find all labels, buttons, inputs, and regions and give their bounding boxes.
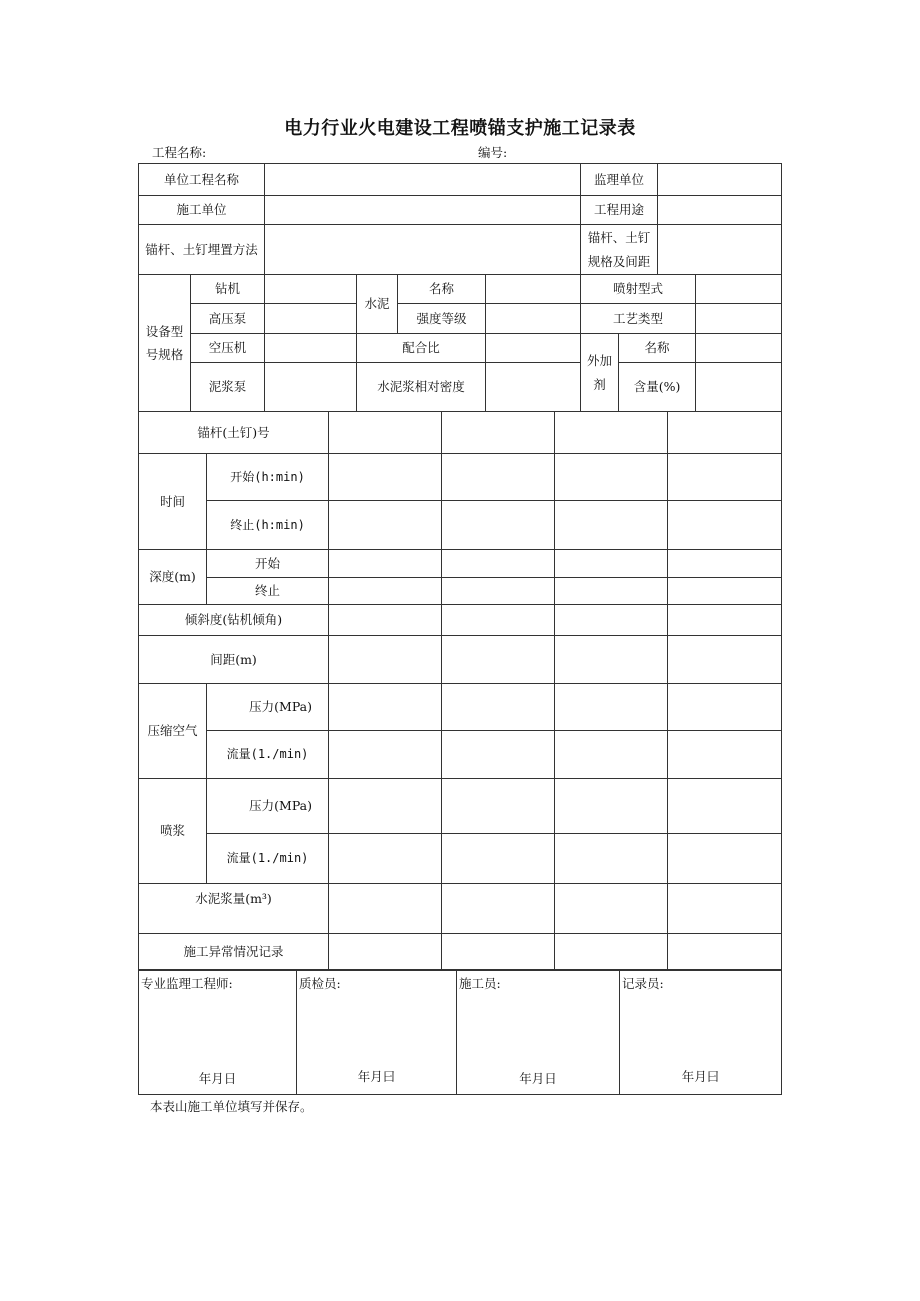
record-cell[interactable] [329, 454, 442, 501]
grout-pressure-label: 压力(MPa) [207, 779, 329, 834]
record-cell[interactable] [668, 550, 782, 578]
signature-table [138, 969, 782, 1095]
depth-label: 深度(m) [139, 550, 207, 605]
record-cell[interactable] [555, 684, 668, 731]
record-cell[interactable] [329, 636, 442, 684]
record-cell[interactable] [442, 501, 555, 550]
inspector-date: 年月曰 [357, 1068, 396, 1084]
inclination-label: 倾斜度(钻机倾角) [139, 605, 329, 636]
abnormal-record-label: 施工异常情况记录 [139, 934, 329, 971]
recorder-date: 年月曰 [681, 1068, 720, 1084]
strength-grade-label: 强度等级 [398, 304, 486, 334]
record-cell[interactable] [668, 412, 782, 454]
strength-grade-field[interactable] [486, 304, 581, 334]
supervisor-label: 专业监理工程师: [141, 976, 233, 991]
signature-cell-inspector[interactable] [297, 970, 457, 1095]
supervision-unit-label: 监理单位 [581, 164, 658, 196]
process-type-field[interactable] [696, 304, 782, 334]
record-cell[interactable] [668, 731, 782, 779]
equipment-group-label: 设备型号规格 [139, 275, 191, 412]
record-cell[interactable] [442, 779, 555, 834]
spray-type-field[interactable] [696, 275, 782, 304]
record-cell[interactable] [329, 884, 442, 934]
record-cell[interactable] [442, 884, 555, 934]
unit-project-name-field[interactable] [265, 164, 581, 196]
record-cell[interactable] [329, 412, 442, 454]
spray-type-label: 喷射型式 [581, 275, 696, 304]
anchor-spec-field[interactable] [658, 225, 782, 275]
record-cell[interactable] [442, 684, 555, 731]
record-cell[interactable] [442, 636, 555, 684]
construction-unit-field[interactable] [265, 196, 581, 225]
time-label: 时间 [139, 454, 207, 550]
record-cell[interactable] [329, 779, 442, 834]
record-cell[interactable] [329, 605, 442, 636]
record-cell[interactable] [668, 834, 782, 884]
record-cell[interactable] [442, 731, 555, 779]
record-cell[interactable] [668, 605, 782, 636]
header-info-table [138, 163, 782, 412]
supervision-unit-field[interactable] [658, 164, 782, 196]
compressed-air-label: 压缩空气 [139, 684, 207, 779]
end-time-label: 终止(h:min) [207, 501, 329, 550]
record-cell[interactable] [329, 731, 442, 779]
record-cell[interactable] [555, 834, 668, 884]
grout-volume-label: 水泥浆量(m³) [139, 884, 329, 934]
cement-name-field[interactable] [486, 275, 581, 304]
record-cell[interactable] [555, 550, 668, 578]
inspector-label: 质检员: [299, 976, 341, 991]
content-label: 含量(%) [619, 363, 696, 412]
drill-label: 钻机 [191, 275, 265, 304]
record-cell[interactable] [668, 454, 782, 501]
signature-cell-constructor[interactable] [457, 970, 620, 1095]
footnote: 本表山施工单位填写并保存。 [150, 1099, 313, 1114]
number-label: 编号: [478, 145, 508, 160]
record-cell[interactable] [555, 501, 668, 550]
record-cell[interactable] [442, 834, 555, 884]
constructor-date: 年月日 [519, 1070, 557, 1086]
spacing-label: 间距(m) [139, 636, 329, 684]
depth-start-label: 开始 [207, 550, 329, 578]
record-cell[interactable] [555, 412, 668, 454]
project-use-label: 工程用途 [581, 196, 658, 225]
slurry-density-field[interactable] [486, 363, 581, 412]
record-cell[interactable] [555, 636, 668, 684]
mud-pump-field[interactable] [265, 363, 357, 412]
air-compressor-field[interactable] [265, 334, 357, 363]
record-cell[interactable] [329, 934, 442, 971]
record-cell[interactable] [555, 578, 668, 605]
supervisor-date: 年月日 [198, 1070, 237, 1086]
record-cell[interactable] [442, 578, 555, 605]
record-cell[interactable] [668, 934, 782, 971]
record-cell[interactable] [668, 578, 782, 605]
cement-label: 水泥 [357, 275, 398, 334]
high-pressure-pump-label: 高压泵 [191, 304, 265, 334]
admixture-name-field[interactable] [696, 334, 782, 363]
record-cell[interactable] [442, 454, 555, 501]
signature-cell-recorder[interactable] [620, 970, 782, 1095]
record-cell[interactable] [442, 934, 555, 971]
recorder-label: 记录员: [622, 976, 664, 991]
record-cell[interactable] [668, 636, 782, 684]
anchor-method-label: 锚杆、土钉埋置方法 [139, 225, 265, 275]
unit-project-name-label: 单位工程名称 [139, 164, 265, 196]
record-cell[interactable] [329, 501, 442, 550]
project-use-field[interactable] [658, 196, 782, 225]
record-cell[interactable] [555, 934, 668, 971]
high-pressure-pump-field[interactable] [265, 304, 357, 334]
project-name-label: 工程名称: [152, 145, 207, 160]
record-cell[interactable] [555, 731, 668, 779]
cement-name-label: 名称 [398, 275, 486, 304]
record-cell[interactable] [442, 550, 555, 578]
record-cell[interactable] [329, 550, 442, 578]
air-pressure-label: 压力(MPa) [207, 684, 329, 731]
records-table [138, 411, 782, 971]
air-compressor-label: 空压机 [191, 334, 265, 363]
admixture-name-label: 名称 [619, 334, 696, 363]
record-cell[interactable] [668, 684, 782, 731]
record-cell[interactable] [668, 501, 782, 550]
slurry-density-label: 水泥浆相对密度 [357, 363, 486, 412]
record-cell[interactable] [555, 605, 668, 636]
signature-cell-supervisor[interactable] [139, 970, 297, 1095]
anchor-no-label: 锚杆(土钉)号 [139, 412, 329, 454]
record-cell[interactable] [329, 684, 442, 731]
constructor-label: 施工员: [459, 976, 501, 991]
start-time-label: 开始(h:min) [207, 454, 329, 501]
record-cell[interactable] [329, 578, 442, 605]
record-cell[interactable] [442, 605, 555, 636]
record-cell[interactable] [668, 884, 782, 934]
depth-end-label: 终止 [207, 578, 329, 605]
anchor-method-field[interactable] [265, 225, 581, 275]
construction-unit-label: 施工单位 [139, 196, 265, 225]
mix-ratio-label: 配合比 [357, 334, 486, 363]
grouting-label: 喷浆 [139, 779, 207, 884]
air-flow-label: 流量(1./min) [207, 731, 329, 779]
drill-field[interactable] [265, 275, 357, 304]
record-cell[interactable] [442, 412, 555, 454]
content-field[interactable] [696, 363, 782, 412]
record-cell[interactable] [555, 884, 668, 934]
grout-flow-label: 流量(1./min) [207, 834, 329, 884]
admixture-label: 外加剂 [581, 334, 619, 412]
mix-ratio-field[interactable] [486, 334, 581, 363]
record-cell[interactable] [555, 779, 668, 834]
mud-pump-label: 泥浆泵 [191, 363, 265, 412]
record-cell[interactable] [329, 834, 442, 884]
record-cell[interactable] [668, 779, 782, 834]
anchor-spec-label: 锚杆、土钉规格及间距 [581, 225, 658, 275]
record-cell[interactable] [555, 454, 668, 501]
process-type-label: 工艺类型 [581, 304, 696, 334]
form-title: 电力行业火电建设工程喷锚支护施工记录表 [284, 118, 636, 139]
